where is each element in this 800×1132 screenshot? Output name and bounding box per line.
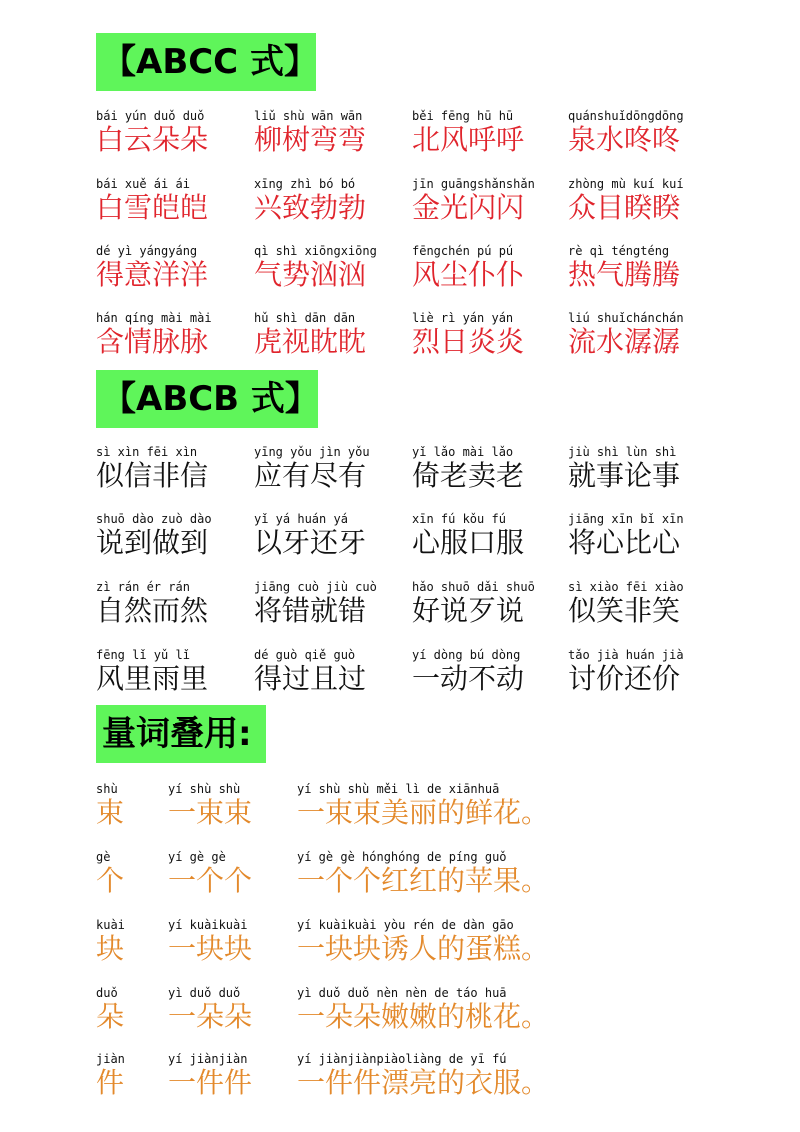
hanzi: 自然而然 [96,594,209,627]
hanzi: 一件件漂亮的衣服。 [297,1066,550,1099]
hanzi: 一束束美丽的鲜花。 [297,796,550,829]
abcb-idiom [254,445,414,493]
hanzi: 一朵朵嫩嫩的桃花。 [297,1000,550,1033]
pinyin: shù [96,782,118,796]
abcb-idiom [568,512,728,560]
hanzi: 泉水咚咚 [568,123,681,156]
abcc-idiom [412,109,572,157]
hanzi: 心服口服 [412,526,525,559]
pinyin: yīng yǒu jìn yǒu [254,445,370,459]
pinyin: běi fēng hū hū [412,109,514,123]
pinyin: yí kuàikuài yòu rén de dàn gāo [297,918,514,932]
abcc-idiom [96,311,256,359]
hanzi: 一件件 [168,1066,253,1099]
abcb-idiom [412,512,572,560]
pinyin: tǎo jià huán jià [568,648,684,662]
hanzi: 白云朵朵 [96,123,209,156]
abcb-idiom [412,648,572,696]
abcb-idiom [412,445,572,493]
pinyin: rè qì téngténg [568,244,670,258]
hanzi: 北风呼呼 [412,123,525,156]
pinyin: xīn fú kǒu fú [412,512,506,526]
hanzi: 金光闪闪 [412,191,525,224]
pinyin: zì rán ér rán [96,580,190,594]
pinyin: yì duǒ duǒ [168,986,241,1000]
measure-word [96,1052,125,1100]
pinyin: fēng lǐ yǔ lǐ [96,648,190,662]
pinyin: hán qíng mài mài [96,311,212,325]
pinyin: jiāng xīn bǐ xīn [568,512,684,526]
hanzi: 一朵朵 [168,1000,253,1033]
abcc-idiom [412,244,572,292]
abcb-idiom [254,648,414,696]
hanzi: 一动不动 [412,662,525,695]
pinyin: yǐ lǎo mài lǎo [412,445,514,459]
abcc-idiom [568,177,728,225]
pinyin: bái yún duǒ duǒ [96,109,205,123]
abcc-section-title: 【ABCC 式】 [96,33,316,91]
abcc-idiom [96,109,256,157]
reduplicated-word [168,850,252,898]
hanzi: 倚老卖老 [412,459,525,492]
pinyin: kuài [96,918,125,932]
measure-section-title: 量词叠用: [96,705,266,763]
hanzi: 众目睽睽 [568,191,681,224]
hanzi: 热气腾腾 [568,258,681,291]
pinyin: jiù shì lùn shì [568,445,677,459]
pinyin: dé yì yángyáng [96,244,198,258]
example-sentence [297,918,549,966]
hanzi: 束 [96,796,125,829]
abcb-idiom [568,445,728,493]
hanzi: 兴致勃勃 [254,191,367,224]
measure-word [96,850,124,898]
pinyin: liú shuǐchánchán [568,311,684,325]
pinyin: yí jiànjiàn [168,1052,248,1066]
hanzi: 应有尽有 [254,459,367,492]
abcb-idiom [254,580,414,628]
abcb-idiom [568,580,728,628]
abcc-idiom [254,244,414,292]
hanzi: 个 [96,864,125,897]
hanzi: 白雪皑皑 [96,191,209,224]
abcc-idiom [412,177,572,225]
hanzi: 好说歹说 [412,594,525,627]
abcc-idiom [96,177,256,225]
measure-word [96,918,125,966]
pinyin: dé guò qiě guò [254,648,356,662]
pinyin: quánshuǐdōngdōng [568,109,684,123]
pinyin: yí shù shù [168,782,241,796]
hanzi: 虎视眈眈 [254,325,367,358]
abcc-idiom [568,109,728,157]
hanzi: 一束束 [168,796,253,829]
hanzi: 得意洋洋 [96,258,209,291]
pinyin: liǔ shù wān wān [254,109,363,123]
pinyin: yí gè gè [168,850,226,864]
abcb-idiom [412,580,572,628]
hanzi: 一块块 [168,932,253,965]
hanzi: 讨价还价 [568,662,681,695]
hanzi: 得过且过 [254,662,367,695]
pinyin: zhòng mù kuí kuí [568,177,684,191]
pinyin: duǒ [96,986,118,1000]
pinyin: gè [96,850,111,864]
abcc-idiom [412,311,572,359]
pinyin: fēngchén pú pú [412,244,514,258]
hanzi: 说到做到 [96,526,209,559]
abcc-idiom [96,244,256,292]
reduplicated-word [168,782,252,830]
abcc-idiom [254,109,414,157]
hanzi: 柳树弯弯 [254,123,367,156]
hanzi: 含情脉脉 [96,325,209,358]
pinyin: yí dòng bú dòng [412,648,521,662]
hanzi: 流水潺潺 [568,325,681,358]
pinyin: yí jiànjiànpiàoliàng de yī fú [297,1052,507,1066]
hanzi: 似笑非笑 [568,594,681,627]
hanzi: 一块块诱人的蛋糕。 [297,932,550,965]
hanzi: 以牙还牙 [254,526,367,559]
hanzi: 风里雨里 [96,662,209,695]
abcc-idiom [254,311,414,359]
hanzi: 将错就错 [254,594,367,627]
measure-word [96,782,124,830]
pinyin: hǔ shì dān dān [254,311,356,325]
example-sentence [297,986,549,1034]
abcc-idiom [568,311,728,359]
reduplicated-word [168,1052,252,1100]
abcb-idiom [96,648,256,696]
pinyin: yí shù shù měi lì de xiānhuā [297,782,500,796]
hanzi: 一个个 [168,864,253,897]
abcb-idiom [254,512,414,560]
pinyin: jiāng cuò jiù cuò [254,580,377,594]
example-sentence [297,850,549,898]
hanzi: 烈日炎炎 [412,325,525,358]
pinyin: jīn guāngshǎnshǎn [412,177,535,191]
example-sentence [297,1052,549,1100]
pinyin: yí kuàikuài [168,918,248,932]
hanzi: 将心比心 [568,526,681,559]
hanzi: 就事论事 [568,459,681,492]
pinyin: sì xiào fēi xiào [568,580,684,594]
pinyin: yì duǒ duǒ nèn nèn de táo huā [297,986,507,1000]
hanzi: 一个个红红的苹果。 [297,864,550,897]
pinyin: shuō dào zuò dào [96,512,212,526]
abcc-idiom [254,177,414,225]
hanzi: 气势汹汹 [254,258,367,291]
example-sentence [297,782,549,830]
abcb-idiom [96,580,256,628]
hanzi: 件 [96,1066,125,1099]
reduplicated-word [168,986,252,1034]
pinyin: yǐ yá huán yá [254,512,348,526]
hanzi: 似信非信 [96,459,209,492]
abcb-idiom [568,648,728,696]
abcc-idiom [568,244,728,292]
pinyin: bái xuě ái ái [96,177,190,191]
abcb-idiom [96,445,256,493]
pinyin: sì xìn fēi xìn [96,445,198,459]
hanzi: 朵 [96,1000,125,1033]
pinyin: xīng zhì bó bó [254,177,356,191]
pinyin: qì shì xiōngxiōng [254,244,377,258]
reduplicated-word [168,918,252,966]
pinyin: hǎo shuō dǎi shuō [412,580,535,594]
hanzi: 块 [96,932,125,965]
pinyin: liè rì yán yán [412,311,514,325]
measure-word [96,986,124,1034]
pinyin: jiàn [96,1052,125,1066]
hanzi: 风尘仆仆 [412,258,525,291]
abcb-idiom [96,512,256,560]
pinyin: yí gè gè hónghóng de píng guǒ [297,850,507,864]
abcb-section-title: 【ABCB 式】 [96,370,318,428]
